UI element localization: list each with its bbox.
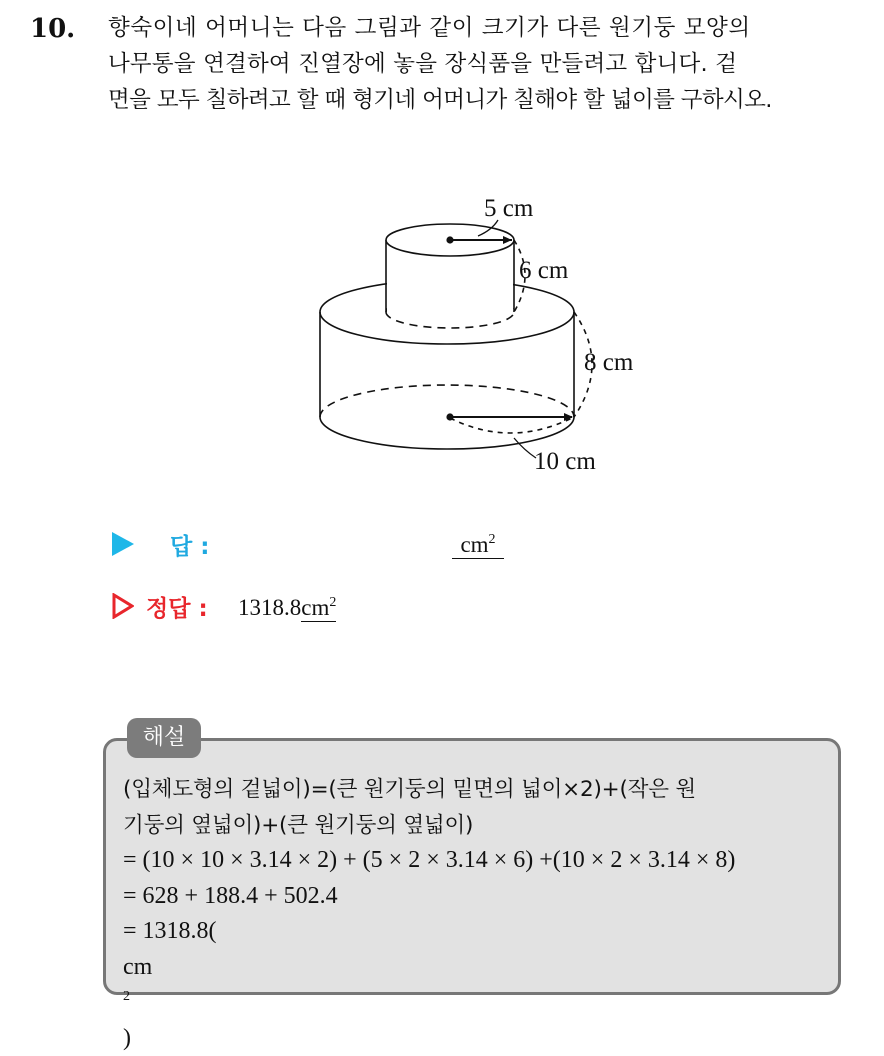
play-triangle-icon	[112, 532, 134, 556]
large-cylinder-bottom-back	[320, 385, 574, 417]
correct-answer-value	[238, 593, 336, 622]
small-cylinder-bottom-front	[386, 312, 514, 328]
correct-answer-unit	[301, 593, 336, 622]
answer-unit-exponent: 2	[489, 532, 496, 547]
solution-text	[123, 772, 835, 1056]
correct-answer-number: 1318.8	[238, 595, 301, 620]
question-text	[108, 10, 878, 118]
correct-answer-row	[112, 590, 612, 624]
question-line: 나무통을 연결하여 진열장에 놓을 장식품을 만들려고 합니다. 겉	[108, 46, 878, 82]
question-line: 향숙이네 어머니는 다음 그림과 같이 크기가 다른 원기둥 모양의	[108, 10, 878, 46]
correct-unit-text: cm	[301, 595, 329, 620]
solution-line: = (10 × 10 × 3.14 × 2) + (5 × 2 × 3.14 × 6) +(10 × 2 × 3.14 × 8)	[123, 843, 835, 879]
large-center-dot	[446, 413, 453, 420]
large-height-label: 8 cm	[584, 349, 634, 376]
solution-result-exponent: 2	[123, 989, 130, 1004]
solution-result-unit: cm	[123, 950, 835, 986]
small-height-label: 6 cm	[519, 257, 569, 284]
solution-tab: 해설	[127, 718, 201, 758]
question-line: 면을 모두 칠하려고 할 때 형기네 어머니가 칠해야 할 넓이를 구하시오.	[108, 82, 878, 118]
stacked-cylinders-figure	[300, 180, 660, 490]
solution-result-prefix: = 1318.8(	[123, 914, 835, 950]
answer-unit: cm	[460, 532, 488, 557]
large-radius-label: 10 cm	[534, 448, 596, 475]
answer-input[interactable]	[452, 528, 504, 559]
correct-unit-exponent: 2	[329, 595, 336, 610]
solution-line: = 628 + 188.4 + 502.4	[123, 879, 835, 915]
small-center-dot	[446, 236, 453, 243]
answer-label: 답 :	[170, 528, 209, 561]
answer-row	[112, 528, 612, 560]
correct-answer-label: 정답 :	[146, 590, 208, 623]
large-cylinder-top-front	[320, 312, 574, 344]
solution-line: (입체도형의 겉넓이)=(큰 원기둥의 밑면의 넓이×2)+(작은 원	[123, 772, 835, 808]
large-radius-brace	[450, 418, 572, 433]
large-cylinder-bottom-front	[320, 417, 574, 449]
small-radius-label: 5 cm	[484, 195, 534, 222]
outline-triangle-icon	[112, 593, 134, 619]
solution-line	[123, 914, 835, 1056]
question-number: 10.	[30, 14, 75, 44]
solution-result-suffix: )	[123, 1021, 835, 1056]
solution-line: 기둥의 옆넓이)+(큰 원기둥의 옆넓이)	[123, 808, 835, 844]
